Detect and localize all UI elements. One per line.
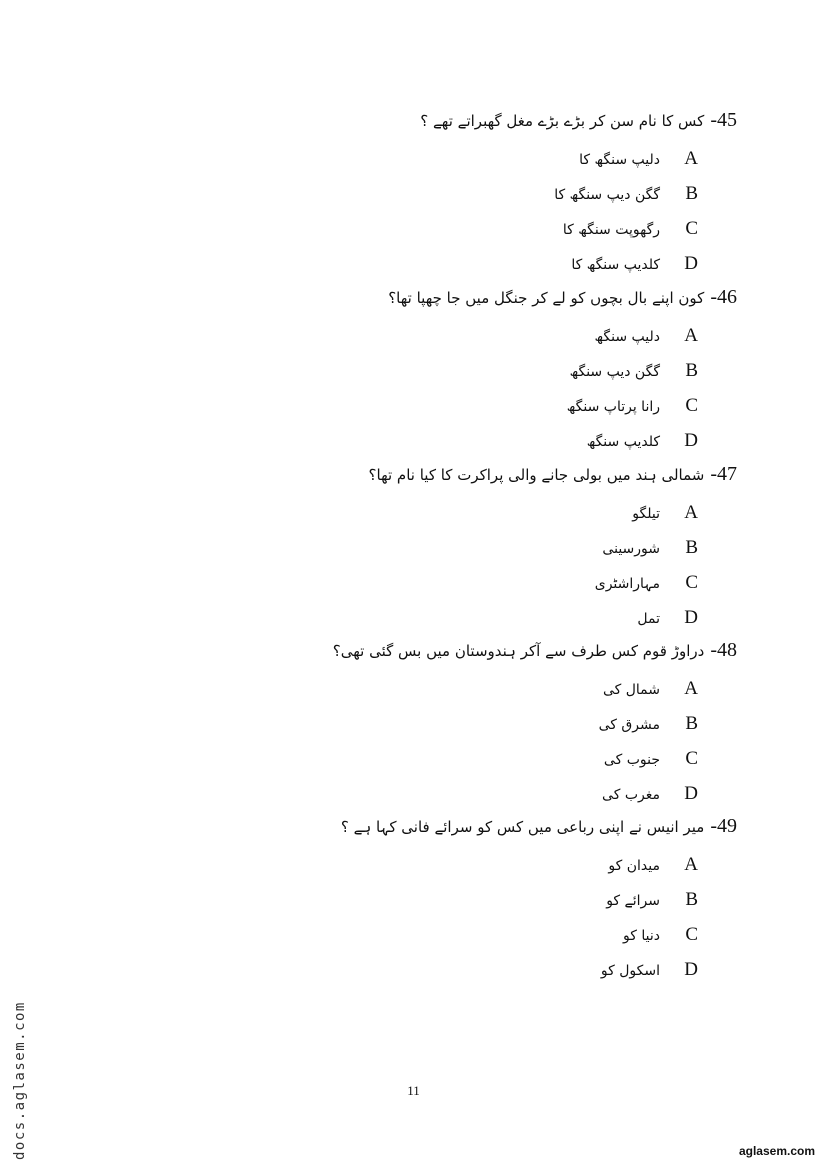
option-letter: C bbox=[685, 924, 698, 945]
options-list bbox=[341, 847, 698, 987]
option-text: گگن دیپ سنگھ bbox=[569, 364, 660, 380]
option-text: تیلگو bbox=[632, 506, 660, 522]
option-d bbox=[420, 246, 698, 281]
question-45 bbox=[420, 106, 737, 281]
question-46 bbox=[388, 283, 737, 458]
option-d bbox=[388, 423, 698, 458]
question-47 bbox=[369, 460, 737, 635]
option-letter: D bbox=[684, 430, 698, 451]
option-c bbox=[333, 741, 698, 776]
option-letter: A bbox=[684, 325, 698, 346]
option-c bbox=[388, 388, 698, 423]
question-stem bbox=[333, 636, 737, 664]
question-stem bbox=[341, 812, 737, 840]
option-letter: A bbox=[684, 678, 698, 699]
option-text: میدان کو bbox=[608, 858, 660, 874]
option-letter: B bbox=[685, 537, 698, 558]
option-text: شورسینی bbox=[602, 541, 660, 557]
option-text: مشرق کی bbox=[598, 717, 660, 733]
question-text: شمالی ہند میں بولی جانے والی پراکرت کا کیا نام تھا؟ bbox=[368, 466, 705, 484]
option-text: سرائے کو bbox=[606, 893, 660, 909]
option-d bbox=[333, 776, 698, 811]
option-text: رانا پرتاپ سنگھ bbox=[566, 399, 660, 415]
option-b bbox=[341, 882, 698, 917]
option-c bbox=[341, 917, 698, 952]
option-d bbox=[341, 952, 698, 987]
option-letter: D bbox=[684, 959, 698, 980]
side-watermark: docs.aglasem.com bbox=[12, 1001, 28, 1160]
question-stem bbox=[388, 283, 737, 311]
options-list bbox=[388, 318, 698, 458]
question-number: -48 bbox=[710, 639, 737, 661]
option-c bbox=[420, 211, 698, 246]
option-text: دلیپ سنگھ کا bbox=[579, 152, 660, 168]
question-number: -45 bbox=[710, 109, 737, 131]
brand-footer: aglasem.com bbox=[738, 1144, 815, 1158]
question-stem bbox=[420, 106, 737, 134]
option-text: گگن دیپ سنگھ کا bbox=[554, 187, 660, 203]
option-letter: B bbox=[685, 889, 698, 910]
option-text: تمل bbox=[637, 611, 660, 627]
question-48 bbox=[333, 636, 737, 811]
question-text: کون اپنے بال بچوں کو لے کر جنگل میں جا چھپا تھا؟ bbox=[388, 289, 705, 307]
option-a bbox=[333, 671, 698, 706]
option-letter: D bbox=[684, 783, 698, 804]
options-list bbox=[369, 495, 698, 635]
options-list bbox=[420, 141, 698, 281]
option-text: شمال کی bbox=[602, 682, 660, 698]
option-text: دنیا کو bbox=[623, 928, 660, 944]
question-number: -47 bbox=[710, 463, 737, 485]
option-text: کلدیپ سنگھ کا bbox=[571, 257, 660, 273]
option-letter: A bbox=[684, 502, 698, 523]
option-text: رگھوپت سنگھ کا bbox=[562, 222, 660, 238]
option-letter: B bbox=[685, 713, 698, 734]
question-stem bbox=[369, 460, 737, 488]
option-letter: D bbox=[684, 607, 698, 628]
option-a bbox=[388, 318, 698, 353]
option-a bbox=[341, 847, 698, 882]
option-letter: D bbox=[684, 253, 698, 274]
question-text: دراوڑ قوم کس طرف سے آکر ہندوستان میں بس گئی تھی؟ bbox=[332, 642, 705, 660]
option-letter: A bbox=[684, 148, 698, 169]
option-text: دلیپ سنگھ bbox=[594, 329, 660, 345]
page-number: 11 bbox=[407, 1083, 420, 1098]
option-text: مغرب کی bbox=[602, 787, 660, 803]
option-text: اسکول کو bbox=[600, 963, 660, 979]
option-b bbox=[388, 353, 698, 388]
question-text: میر انیس نے اپنی رباعی میں کس کو سرائے فانی کہا ہے ؟ bbox=[340, 818, 705, 836]
option-d bbox=[369, 600, 698, 635]
option-b bbox=[420, 176, 698, 211]
option-b bbox=[369, 530, 698, 565]
option-text: جنوب کی bbox=[603, 752, 660, 768]
option-a bbox=[369, 495, 698, 530]
question-number: -49 bbox=[710, 815, 737, 837]
question-text: کس کا نام سن کر بڑے بڑے مغل گھبراتے تھے ؟ bbox=[420, 112, 705, 130]
option-letter: A bbox=[684, 854, 698, 875]
question-49 bbox=[341, 812, 737, 987]
option-letter: C bbox=[685, 748, 698, 769]
option-letter: C bbox=[685, 395, 698, 416]
option-c bbox=[369, 565, 698, 600]
option-a bbox=[420, 141, 698, 176]
option-letter: C bbox=[685, 218, 698, 239]
option-letter: B bbox=[685, 183, 698, 204]
option-b bbox=[333, 706, 698, 741]
options-list bbox=[333, 671, 698, 811]
option-text: کلدیپ سنگھ bbox=[586, 434, 660, 450]
option-letter: B bbox=[685, 360, 698, 381]
question-number: -46 bbox=[710, 286, 737, 308]
option-letter: C bbox=[685, 572, 698, 593]
option-text: مہاراشٹری bbox=[594, 576, 660, 592]
